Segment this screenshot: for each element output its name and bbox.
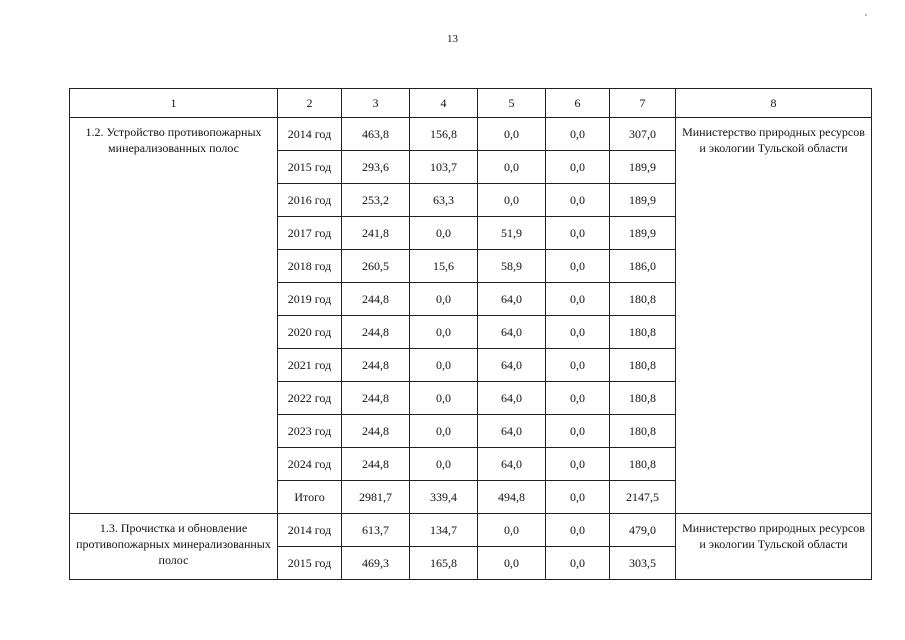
value-cell: 180,8 [610,316,676,349]
value-cell: 63,3 [410,184,478,217]
value-cell: 0,0 [546,283,610,316]
value-cell: 180,8 [610,283,676,316]
responsible-executor-cell: Министерство природных ресурсов и экологии Тульской области [676,118,872,514]
value-cell: 494,8 [478,481,546,514]
value-cell: 307,0 [610,118,676,151]
value-cell: 0,0 [410,283,478,316]
year-cell: 2018 год [278,250,342,283]
value-cell: 0,0 [546,184,610,217]
table-row [70,118,872,151]
value-cell: 103,7 [410,151,478,184]
scan-mark [865,14,867,16]
column-header: 3 [342,89,410,118]
measure-name-cell: 1.3. Прочистка и обновление противопожарных минерализованных полос [70,514,278,580]
value-cell: 189,9 [610,217,676,250]
column-header: 6 [546,89,610,118]
year-cell: 2019 год [278,283,342,316]
measure-name-cell: 1.2. Устройство противопожарных минерализованных полос [70,118,278,514]
budget-table [69,88,872,580]
value-cell: 253,2 [342,184,410,217]
value-cell: 303,5 [610,547,676,580]
value-cell: 463,8 [342,118,410,151]
value-cell: 165,8 [410,547,478,580]
column-header: 7 [610,89,676,118]
value-cell: 0,0 [410,316,478,349]
value-cell: 244,8 [342,448,410,481]
year-cell: 2016 год [278,184,342,217]
value-cell: 156,8 [410,118,478,151]
responsible-executor-cell: Министерство природных ресурсов и экологии Тульской области [676,514,872,580]
year-cell: 2020 год [278,316,342,349]
value-cell: 180,8 [610,349,676,382]
year-cell: 2017 год [278,217,342,250]
value-cell: 244,8 [342,316,410,349]
value-cell: 180,8 [610,448,676,481]
value-cell: 51,9 [478,217,546,250]
value-cell: 244,8 [342,415,410,448]
value-cell: 0,0 [478,151,546,184]
value-cell: 0,0 [546,448,610,481]
value-cell: 0,0 [410,415,478,448]
value-cell: 0,0 [546,514,610,547]
year-cell: 2023 год [278,415,342,448]
value-cell: 0,0 [546,316,610,349]
value-cell: 0,0 [546,547,610,580]
value-cell: 2147,5 [610,481,676,514]
year-cell: Итого [278,481,342,514]
value-cell: 0,0 [478,184,546,217]
year-cell: 2014 год [278,118,342,151]
value-cell: 0,0 [410,349,478,382]
value-cell: 469,3 [342,547,410,580]
value-cell: 0,0 [546,481,610,514]
value-cell: 260,5 [342,250,410,283]
value-cell: 180,8 [610,415,676,448]
value-cell: 134,7 [410,514,478,547]
value-cell: 613,7 [342,514,410,547]
value-cell: 64,0 [478,283,546,316]
value-cell: 64,0 [478,382,546,415]
value-cell: 0,0 [478,118,546,151]
value-cell: 64,0 [478,448,546,481]
value-cell: 189,9 [610,151,676,184]
value-cell: 15,6 [410,250,478,283]
table-row [70,514,872,547]
value-cell: 2981,7 [342,481,410,514]
value-cell: 0,0 [546,217,610,250]
year-cell: 2021 год [278,349,342,382]
value-cell: 64,0 [478,316,546,349]
value-cell: 58,9 [478,250,546,283]
value-cell: 244,8 [342,349,410,382]
page-number: 13 [447,33,458,45]
value-cell: 339,4 [410,481,478,514]
year-cell: 2024 год [278,448,342,481]
column-header: 4 [410,89,478,118]
value-cell: 0,0 [410,217,478,250]
year-cell: 2022 год [278,382,342,415]
column-header: 2 [278,89,342,118]
column-header: 5 [478,89,546,118]
year-cell: 2014 год [278,514,342,547]
value-cell: 0,0 [410,382,478,415]
value-cell: 244,8 [342,382,410,415]
value-cell: 244,8 [342,283,410,316]
value-cell: 0,0 [546,118,610,151]
year-cell: 2015 год [278,151,342,184]
value-cell: 64,0 [478,349,546,382]
value-cell: 64,0 [478,415,546,448]
value-cell: 0,0 [546,151,610,184]
value-cell: 0,0 [478,547,546,580]
value-cell: 0,0 [546,349,610,382]
value-cell: 186,0 [610,250,676,283]
value-cell: 0,0 [546,415,610,448]
value-cell: 0,0 [410,448,478,481]
value-cell: 0,0 [546,382,610,415]
value-cell: 241,8 [342,217,410,250]
year-cell: 2015 год [278,547,342,580]
value-cell: 0,0 [546,250,610,283]
column-header: 8 [676,89,872,118]
value-cell: 189,9 [610,184,676,217]
header-row [70,89,872,118]
value-cell: 293,6 [342,151,410,184]
value-cell: 180,8 [610,382,676,415]
column-header: 1 [70,89,278,118]
value-cell: 0,0 [478,514,546,547]
value-cell: 479,0 [610,514,676,547]
